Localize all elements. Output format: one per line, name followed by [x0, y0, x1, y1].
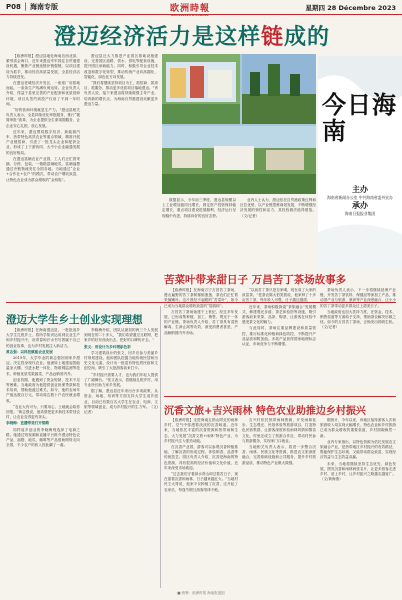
story1-paragraph: 数据显示，今年前三季度，澄迈县规模以上工业增加值同比增长，固定资产投资保持稳定增长，重点项目建设进展顺利，经济运行呈现稳中有进、持续向好的良好态势。 [162, 198, 236, 218]
story3-column-1 [164, 288, 238, 392]
story3-paragraph: 万昌苦丁茶场始建于上世纪，经过多年发展，已形成集种植、加工、销售、观光于一体的产业链。茶场负责人介绍，苦丁茶具有清热解毒、生津止渴等功效，深受消费者喜爱，产品畅销国内外市场。 [164, 309, 238, 335]
story2-column-1 [6, 328, 80, 590]
story4-paragraph: 据统计，今年以来，该地区接待游客人次和旅游收入均实现大幅增长，特色农业和乡村旅游已成为群众增收的重要渠道，乡村面貌焕然一新。 [320, 418, 396, 438]
photo-illustration [162, 54, 316, 194]
story2-paragraph: 创业初期，他遇到了资金短缺、技术不足等困难。当地政府为他提供创业担保贷款和技术培训，帮助他渡过难关。如今，他的农场年产值达数百万元，带动周边数十户农民就业增收。 [6, 377, 80, 403]
story4-headline: 沉香文旅+吉兴雨林 特色农业助推边乡村振兴 [164, 406, 366, 417]
story4-paragraph: 【欧洲时报】走进海南五指山附近的雨林乡村，空气中弥漫着淡淡的沉香味道。近年来，当地依托丰富的沉香资源和热带雨林生态，大力发展“沉香文旅+雨林”特色产业，为乡村振兴注入强劲动能。 [164, 418, 238, 443]
story3-headline: 苦菜叶带来甜日子 万昌苦丁茶场故事多 [164, 274, 347, 286]
story1-paragraph: 【欧洲时报】澄迈县地处海南岛西北部，紧邻省会海口，近年来澄迈牢牢抓住自贸港建设机遇，聚焦产业链延链补链强链，以项目建设为抓手，推动经济高质量发展，全县经济活力持续迸发。 [6, 54, 80, 79]
story3-paragraph: 茶场负责人表示，下一步将继续延伸产业链，开发苦丁茶饮料、保健品等深加工产品，推动茶产业与旅游、康养等产业深度融合，让小小的苦丁茶带动更多群众过上甜美日子。 [320, 288, 396, 308]
story2-paragraph: 据了解，澄迈县近年来出台多项政策，从资金、场地、培训等方面支持大学生返乡创业，目前已有数百名大学生在农业、电商、文旅等领域创业，成为乡村振兴的生力军。（文/记者） [84, 389, 158, 415]
story2-paragraph: 同样返乡创业的李晓梅则选择了电商之路。她通过短视频和直播平台推介澄迈特色农产品，福橙、地瓜、咖啡等产品借助网络走向全国，不少农户的收入因此翻了一番。 [6, 427, 80, 448]
story2-subheading: 李晓梅：直播带货打开销路 [6, 421, 50, 426]
story3-paragraph: 【欧洲时报】在海南万宁万昌苦丁茶场，漫山遍野的苦丁茶树郁郁葱葱，茶农们正忙着采摘嫩叶。这片曾经不起眼的“苦菜叶”，如今已成为当地群众增收致富的“摇钱树”。 [164, 288, 238, 308]
story2-subheading: 张文：用设计为乡村增添色彩 [84, 344, 131, 349]
host-organization: 海南省新闻办公室 中共海南省委外宣办 [327, 195, 393, 200]
story2-paragraph: “乡村振兴需要人才，也为我们年轻人提供了广阔舞台。”张文表示，将继续扎根乡村，用专业所长助力家乡发展。 [84, 372, 158, 388]
brand-name: 欧洲時報 [170, 4, 211, 14]
story1-paragraph: “好的营商环境就是生产力。”澄迈县相关负责人表示，全县持续优化审批服务，推行“极简审批”改革，为企业提供全生命周期服务，让企业安心扎根、放心发展。 [6, 108, 80, 128]
today-hainan-banner [318, 56, 402, 270]
story3-paragraph: 近年来，茶场积极探索“茶旅融合”发展模式，修建观光步道、茶艺体验馆等设施，吸引游客前来采茶、品茶、购茶，让游客在体验中感受茶文化的魅力。 [242, 304, 316, 325]
section-divider [164, 396, 396, 397]
story4-paragraph: 未来，当地将继续坚持生态优先、绿色发展，擦亮沉香和雨林两张名片，让更多游客走进乡村、爱上乡村，让乡村振兴之路越走越宽广。（文/黄海燕） [320, 461, 396, 482]
story4-paragraph: 在沉香产业园，游客可以参观沉香种植基地，了解沉香的形成过程，体验制香、品香等传统技艺。园区负责人介绍，沉香是海南的特色资源，具有很高的经济价值和文化价值，近年来深受市场欢迎。 [164, 445, 238, 470]
story1-paragraph: 在澄迈富硒农业产业园，工人们正忙着采摘、分拣、包装，一箱箱富硒地瓜、富硒福橙通过冷链物流发往全国各地。当地通过“企业+合作社+农户”的模式，带动农户增收致富，让特色农业成为群众增收的“金钥匙”。 [6, 156, 80, 182]
organizer-label: 承办 [352, 201, 368, 210]
story1-column-2 [84, 54, 158, 300]
brand-subtitle: NOUVELLES D'EUROPE [171, 13, 209, 17]
story4-paragraph: 吉兴村依托热带雨林资源，开发雨林徒步、生态观光、民俗体验等旅游项目，打造特色民宿集群，让游客深度体验雨林风情和黎苗文化。村里还成立了旅游合作社，带动村民参与旅游服务，实现家门口就业。 [242, 418, 316, 443]
column-rule [160, 306, 161, 588]
story1-paragraph: 近年来，澄迈围绕数字经济、新能源汽车、热带特色高效农业等重点领域，精准开展产业链招商，引进了一批龙头企业和配套企业，形成了上下游协同、大中小企业融通发展的良好格局。 [6, 129, 80, 155]
headline-part2: 成的 [284, 24, 331, 50]
story1-paragraph: 澄迈县还大力推进产业园区基础设施建设，完善园区道路、供水、供电等配套设施，提升园区承载能力。同时，积极引导企业技术改造和数字化转型，推动传统产业向高端化、智能化、绿色化方向发展。 [84, 54, 158, 79]
organizer-organization: 海南日报报业集团 [344, 211, 376, 216]
headline-part1: 澄迈经济活力是这样 [54, 24, 262, 50]
page-footer: ■ 统筹：欧洲时报 海南报道组 [177, 591, 225, 595]
story1-paragraph: “我们将继续坚持项目为王，抓招商、抓项目、抓服务，推动更多优质项目落地澄迈。”该负责人说，接下来澄迈将持续做强主导产业，培育新的增长点，为海南自贸港建设贡献更多澄迈力量。 [84, 81, 158, 106]
story2-column-2 [84, 328, 158, 590]
story1-paragraph: 业内人士认为，澄迈依托自贸港政策红利和区位优势，以产业链思维谋划发展，不断增强经济发展的韧性和活力，其经验做法值得借鉴。（文/记者） [240, 198, 316, 218]
story2-paragraph: 李晓梅介绍，团队从最初的两三个人发展到现在的二十多人，“我们希望通过互联网，把家乡的好东西卖出去，把好的口碑传开去。” [84, 328, 158, 343]
story1-paragraph: 在澄迈老城经济开发区，一座座厂房拔地而起，一条条生产线满负荷运转。企业负责人介绍，得益于县里完善的产业配套和优质营商环境，项目从签约到投产仅用了不到一年时间。 [6, 81, 80, 106]
host-label: 主办 [352, 185, 368, 194]
story2-paragraph: 学习建筑设计的张文，回乡后参与美丽乡村规划建设。他和团队挖掘当地传统民居和历史文化元素，设计出一批富有特色的民宿和文创空间，吸引了大批游客前来打卡。 [84, 350, 158, 371]
story2-paragraph: 【欧洲时报】在海南澄迈县，一批批返乡大学生扎根乡土，将所学知识运用到农业生产和乡村振兴中，用青春和汗水书写着属于自己的创业故事，也为乡村发展注入新活力。 [6, 328, 80, 348]
story4-column-1 [164, 418, 238, 590]
headline-highlight: 链 [261, 24, 285, 50]
main-headline [54, 20, 330, 51]
story2-subheading: 黄志强：以科技赋能农业发展 [6, 349, 53, 354]
story3-column-3 [320, 288, 396, 392]
story2-paragraph: “农业大有可为，只要用心，土地就会给你回报。”黄志强说，他希望把更多新技术带回农村，让农业变得更有奔头。 [6, 404, 80, 420]
story1-column-1 [6, 54, 80, 300]
story4-paragraph: “过去我们守着绿水青山却过着苦日子，现在靠着沉香和雨林，日子越来越红火。”当地村民王大哥说，他家不仅种植了沉香，还开起了农家乐，每逢节假日游客络绎不绝。 [164, 472, 238, 492]
story3-paragraph: “以前苦丁茶只是自家喝，现在成了大家的致富茶。”老茶农陈大伯笑着说，他家种了十多亩苦丁茶，每年收入可观，日子越过越甜。 [242, 288, 316, 303]
story4-column-3 [320, 418, 396, 590]
story1-photo-collage [162, 54, 316, 194]
story4-paragraph: 业内专家指出，以特色资源为依托发展农文旅融合产业，是热带地区乡村振兴的有效路径，既能保护生态环境，又能带动群众致富，实现经济效益与生态效益双赢。 [320, 439, 396, 460]
banner-background-art [318, 56, 402, 270]
story4-paragraph: 当地相关负责人表示，将进一步整合沉香、雨林、民族文化等资源，推进农文旅深度融合，完善基础设施和公共服务，提升乡村旅游品质，推动特色产业做大做强。 [242, 445, 316, 465]
newspaper-logo [170, 1, 210, 17]
banner-credits [318, 184, 402, 216]
story4-column-2 [242, 418, 316, 590]
banner-title: 今日海南 [322, 91, 397, 145]
story2-headline: 澄迈大学生乡土创业实现理想 [6, 314, 143, 326]
story3-paragraph: 当地政府也加大扶持力度，在资金、技术、销售渠道等方面给予支持，帮助茶农解决后顾之忧。如今的万昌苦丁茶场，正焕发出勃勃生机。（文/记者） [320, 309, 396, 330]
story3-paragraph: 与此同时，茶场注重品牌建设和质量管控，推行标准化种植和绿色防控，不断提升产品品质和附加值。多款产品获得国家地理标志认证，市场竞争力不断增强。 [242, 326, 316, 347]
story2-paragraph: 2019年，大学毕业的黄志强回到家乡澄迈，决定投身现代农业。他流转土地建起智能温室大棚，引进水肥一体化、物联网监测等技术，种植优质瓜果蔬菜，产品远销省内外。 [6, 356, 80, 376]
issue-date: 星期四 28 Décembre 2023 [305, 4, 396, 12]
page-number: P08 │ 海南专版 [6, 3, 58, 11]
masthead [0, 0, 402, 15]
story3-column-2 [242, 288, 316, 392]
